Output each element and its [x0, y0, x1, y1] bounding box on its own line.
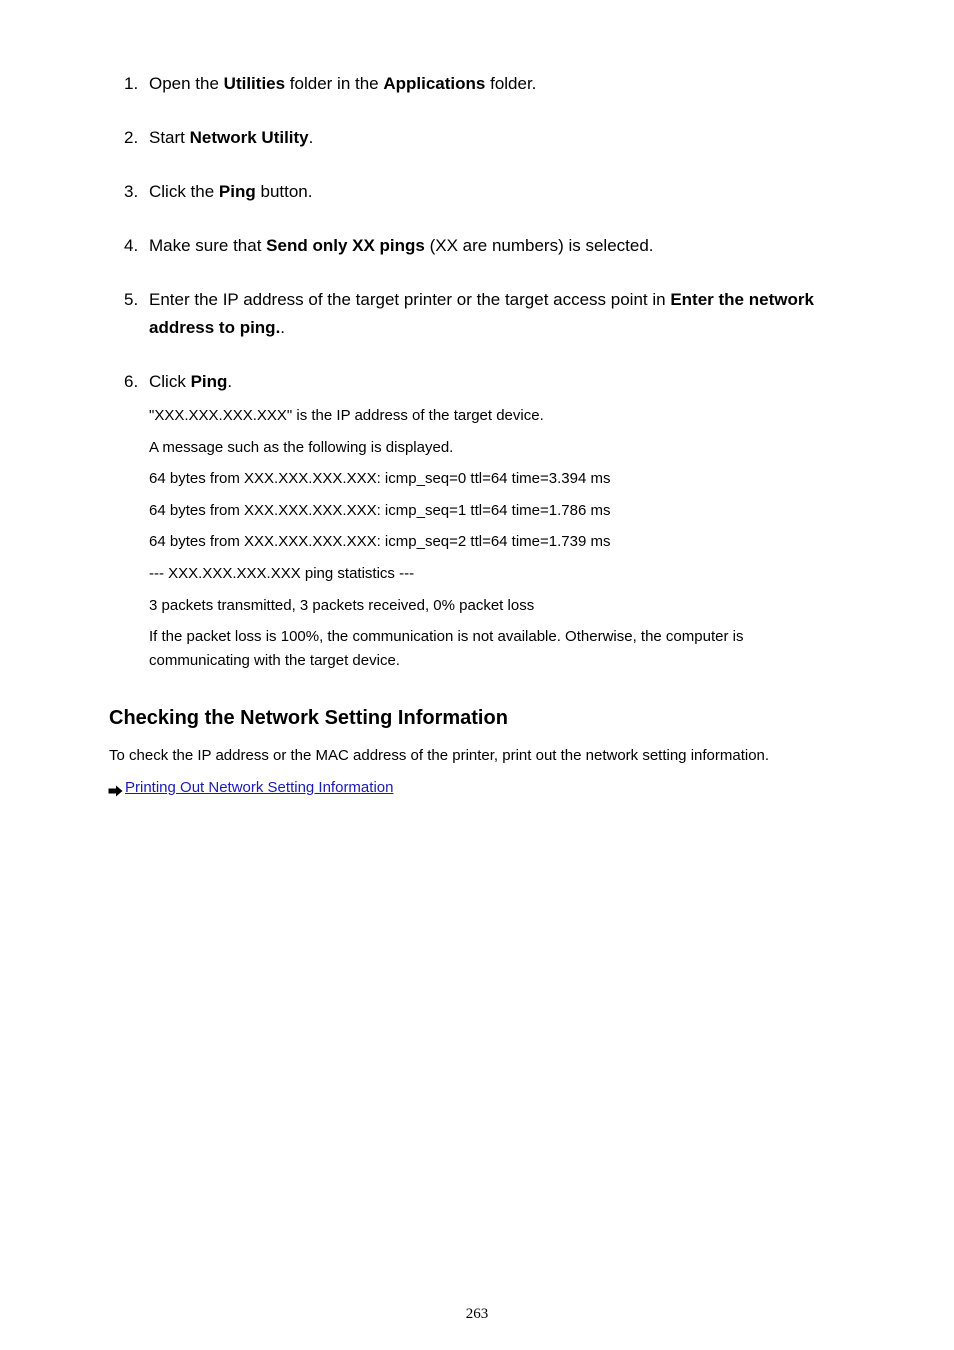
step-number: 4.	[124, 236, 139, 255]
note-ping-reply: 64 bytes from XXX.XXX.XXX.XXX: icmp_seq=2 ttl=64 time=1.739 ms	[149, 533, 611, 551]
step-emphasis: Ping	[218, 182, 256, 201]
note-ping-statistics-header: --- XXX.XXX.XXX.XXX ping statistics ---	[149, 564, 415, 582]
step-6	[124, 368, 864, 396]
step-emphasis: Utilities	[223, 74, 286, 93]
step-text: .	[308, 128, 314, 147]
step-6-notes	[149, 404, 809, 681]
note-ip-address: "XXX.XXX.XXX.XXX" is the IP address of the target device.	[149, 407, 544, 424]
section-heading: Checking the Network Setting Information	[109, 707, 508, 729]
step-text: (XX are numbers) is selected.	[424, 236, 654, 255]
step-emphasis: Send only XX pings	[266, 236, 425, 255]
steps-list	[124, 70, 864, 422]
page-number: 263	[465, 1306, 489, 1322]
note-ping-reply: 64 bytes from XXX.XXX.XXX.XXX: icmp_seq=1 ttl=64 time=1.786 ms	[149, 501, 611, 519]
step-3	[124, 178, 864, 206]
step-text: Start	[149, 128, 190, 147]
step-emphasis: Network Utility	[189, 128, 309, 147]
right-arrow-icon	[108, 782, 123, 794]
step-emphasis: Enter the network address to ping.	[149, 290, 814, 337]
step-5	[124, 286, 864, 342]
step-text: button.	[255, 182, 313, 201]
step-text: .	[280, 318, 286, 337]
step-number: 5.	[124, 290, 139, 309]
step-emphasis: Applications	[383, 74, 486, 93]
step-number: 1.	[124, 74, 139, 93]
note-ping-reply: 64 bytes from XXX.XXX.XXX.XXX: icmp_seq=0 ttl=64 time=3.394 ms	[149, 470, 611, 488]
related-link[interactable]	[108, 777, 393, 799]
note-message-intro: A message such as the following is displayed.	[149, 438, 454, 456]
step-number: 6.	[124, 372, 139, 391]
step-4	[124, 232, 864, 260]
step-text: Click the	[149, 182, 219, 201]
step-number: 2.	[124, 128, 139, 147]
section-description: To check the IP address or the MAC address of the printer, print out the network setting information.	[109, 747, 770, 764]
step-text: folder in the	[285, 74, 384, 93]
step-1	[124, 70, 864, 98]
step-text: folder.	[485, 74, 537, 93]
printing-network-info-link[interactable]: Printing Out Network Setting Information	[125, 779, 394, 796]
step-2	[124, 124, 864, 152]
step-number: 3.	[124, 182, 139, 201]
note-packet-summary: 3 packets transmitted, 3 packets received, 0% packet loss	[149, 596, 535, 614]
step-emphasis: Ping	[190, 372, 228, 391]
note-packet-loss: If the packet loss is 100%, the communication is not available. Otherwise, the computer is communicating with the target device.	[149, 628, 744, 670]
step-text: Click	[149, 372, 191, 391]
step-text: .	[227, 372, 233, 391]
step-text: Open the	[149, 74, 224, 93]
step-text: Make sure that	[149, 236, 267, 255]
step-text: Enter the IP address of the target printer or the target access point in	[149, 290, 671, 309]
